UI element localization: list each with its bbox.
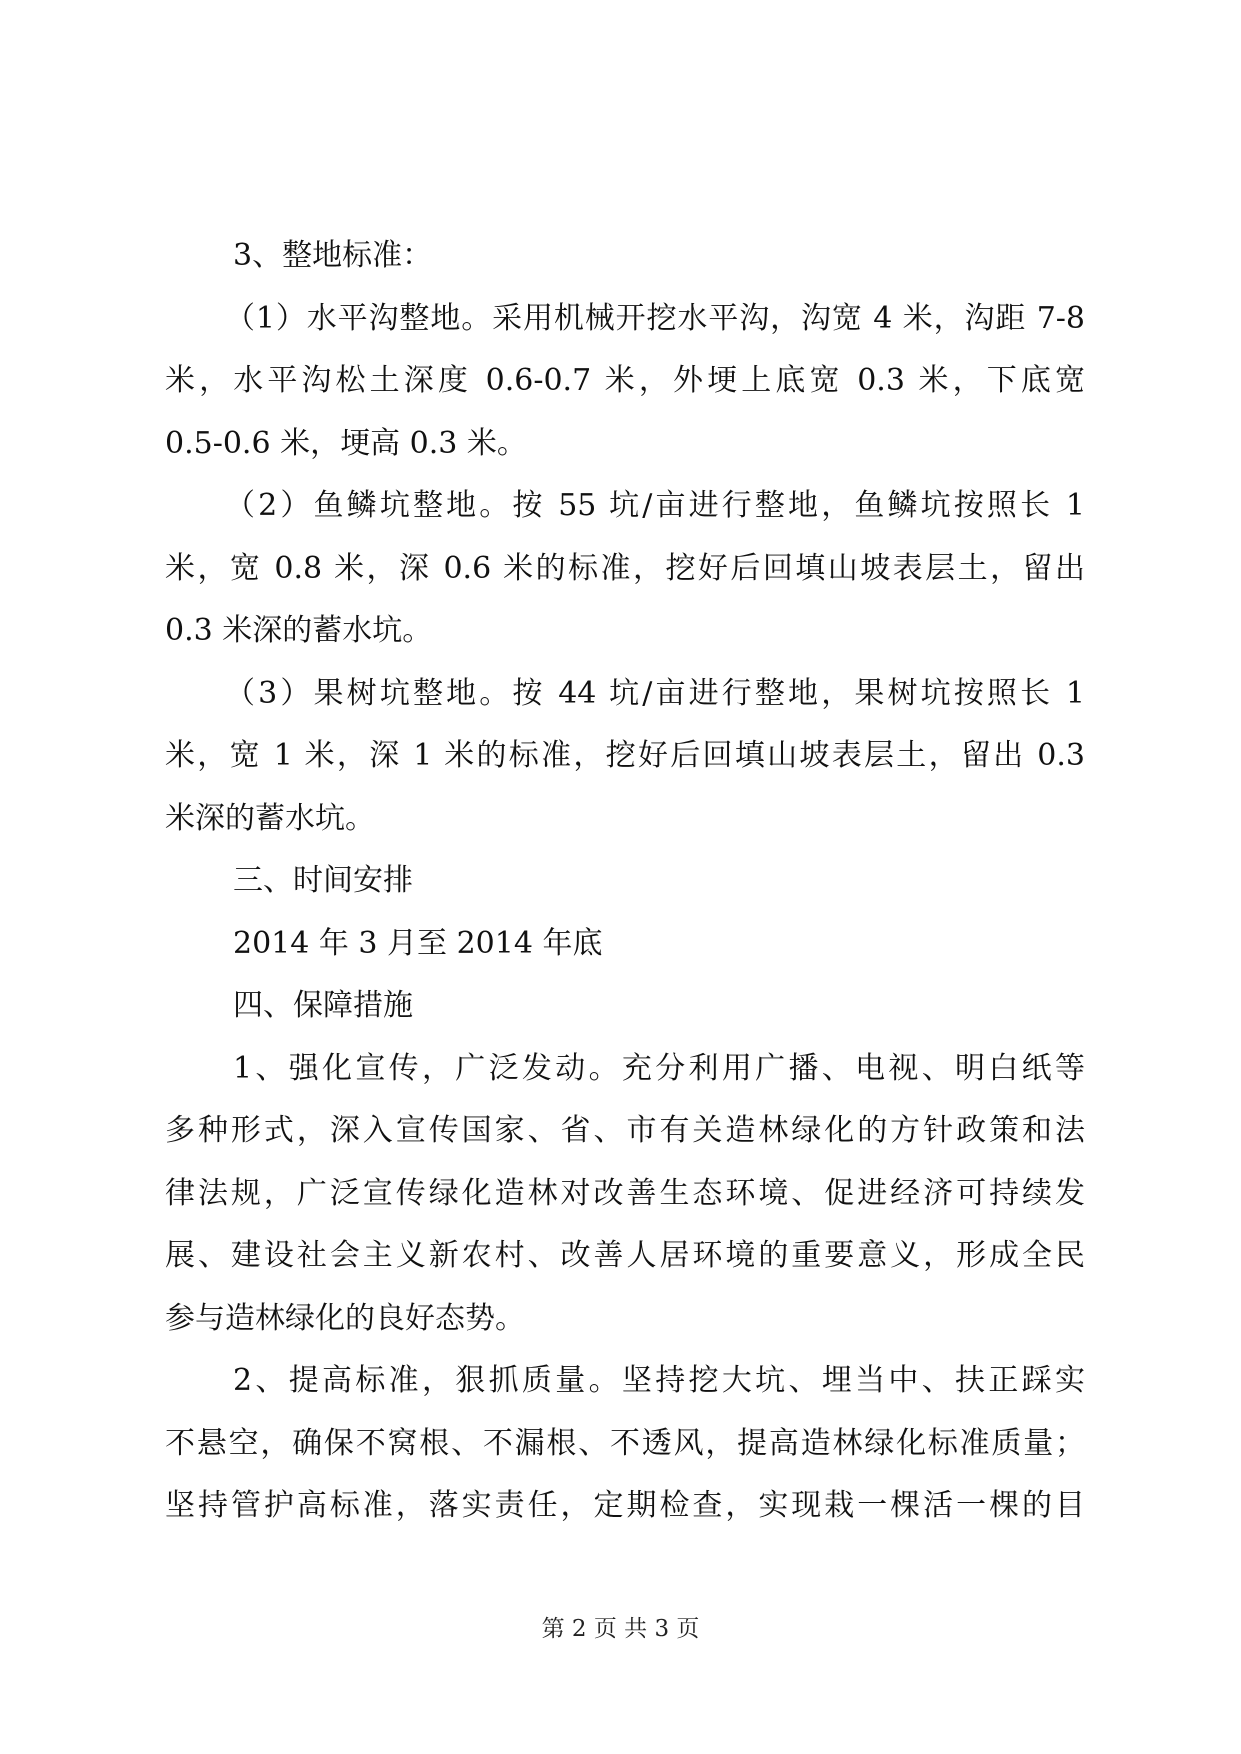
paragraph-line: 展、建设社会主义新农村、改善人居环境的重要意义，形成全民 (165, 1238, 1085, 1273)
paragraph-line: 米，宽 0.8 米，深 0.6 米的标准，挖好后回填山坡表层土，留出 (165, 550, 1085, 586)
paragraph-line: 米深的蓄水坑。 (165, 800, 375, 836)
paragraph-line: 0.5-0.6 米，埂高 0.3 米。 (165, 425, 527, 461)
section-heading-safeguards: 四、保障措施 (233, 988, 413, 1023)
paragraph-line: 坚持管护高标准，落实责任，定期检查，实现栽一棵活一棵的目 (165, 1488, 1085, 1523)
paragraph-line: 不悬空，确保不窝根、不漏根、不透风，提高造林绿化标准质量； (165, 1425, 1085, 1461)
page-footer (0, 1610, 1241, 1643)
paragraph-line: 0.3 米深的蓄水坑。 (165, 613, 433, 648)
paragraph-line: 律法规，广泛宣传绿化造林对改善生态环境、促进经济可持续发 (165, 1175, 1085, 1211)
paragraph-line: 2、提高标准，狠抓质量。坚持挖大坑、埋当中、扶正踩实 (233, 1363, 1085, 1398)
document-body (165, 225, 1085, 1538)
page-number-label: 第 2 页 共 3 页 (541, 1616, 700, 1642)
paragraph-line: （2）鱼鳞坑整地。按 55 坑/亩进行整地，鱼鳞坑按照长 1 (225, 488, 1085, 523)
paragraph-line: 参与造林绿化的良好态势。 (165, 1300, 525, 1336)
paragraph-line: 米，宽 1 米，深 1 米的标准，挖好后回填山坡表层土，留出 0.3 (165, 738, 1085, 773)
paragraph-line: （1）水平沟整地。采用机械开挖水平沟，沟宽 4 米，沟距 7-8 (225, 300, 1085, 336)
paragraph-line: （3）果树坑整地。按 44 坑/亩进行整地，果树坑按照长 1 (225, 675, 1085, 711)
heading-land-prep-standard: 3、整地标准： (233, 238, 433, 273)
section-heading-schedule: 三、时间安排 (233, 863, 413, 898)
paragraph-line: 多种形式，深入宣传国家、省、市有关造林绿化的方针政策和法 (165, 1113, 1085, 1148)
paragraph-line: 1、强化宣传，广泛发动。充分利用广播、电视、明白纸等 (233, 1050, 1085, 1086)
schedule-date-range: 2014 年 3 月至 2014 年底 (233, 925, 603, 961)
paragraph-line: 米，水平沟松土深度 0.6-0.7 米，外埂上底宽 0.3 米，下底宽 (165, 363, 1085, 398)
